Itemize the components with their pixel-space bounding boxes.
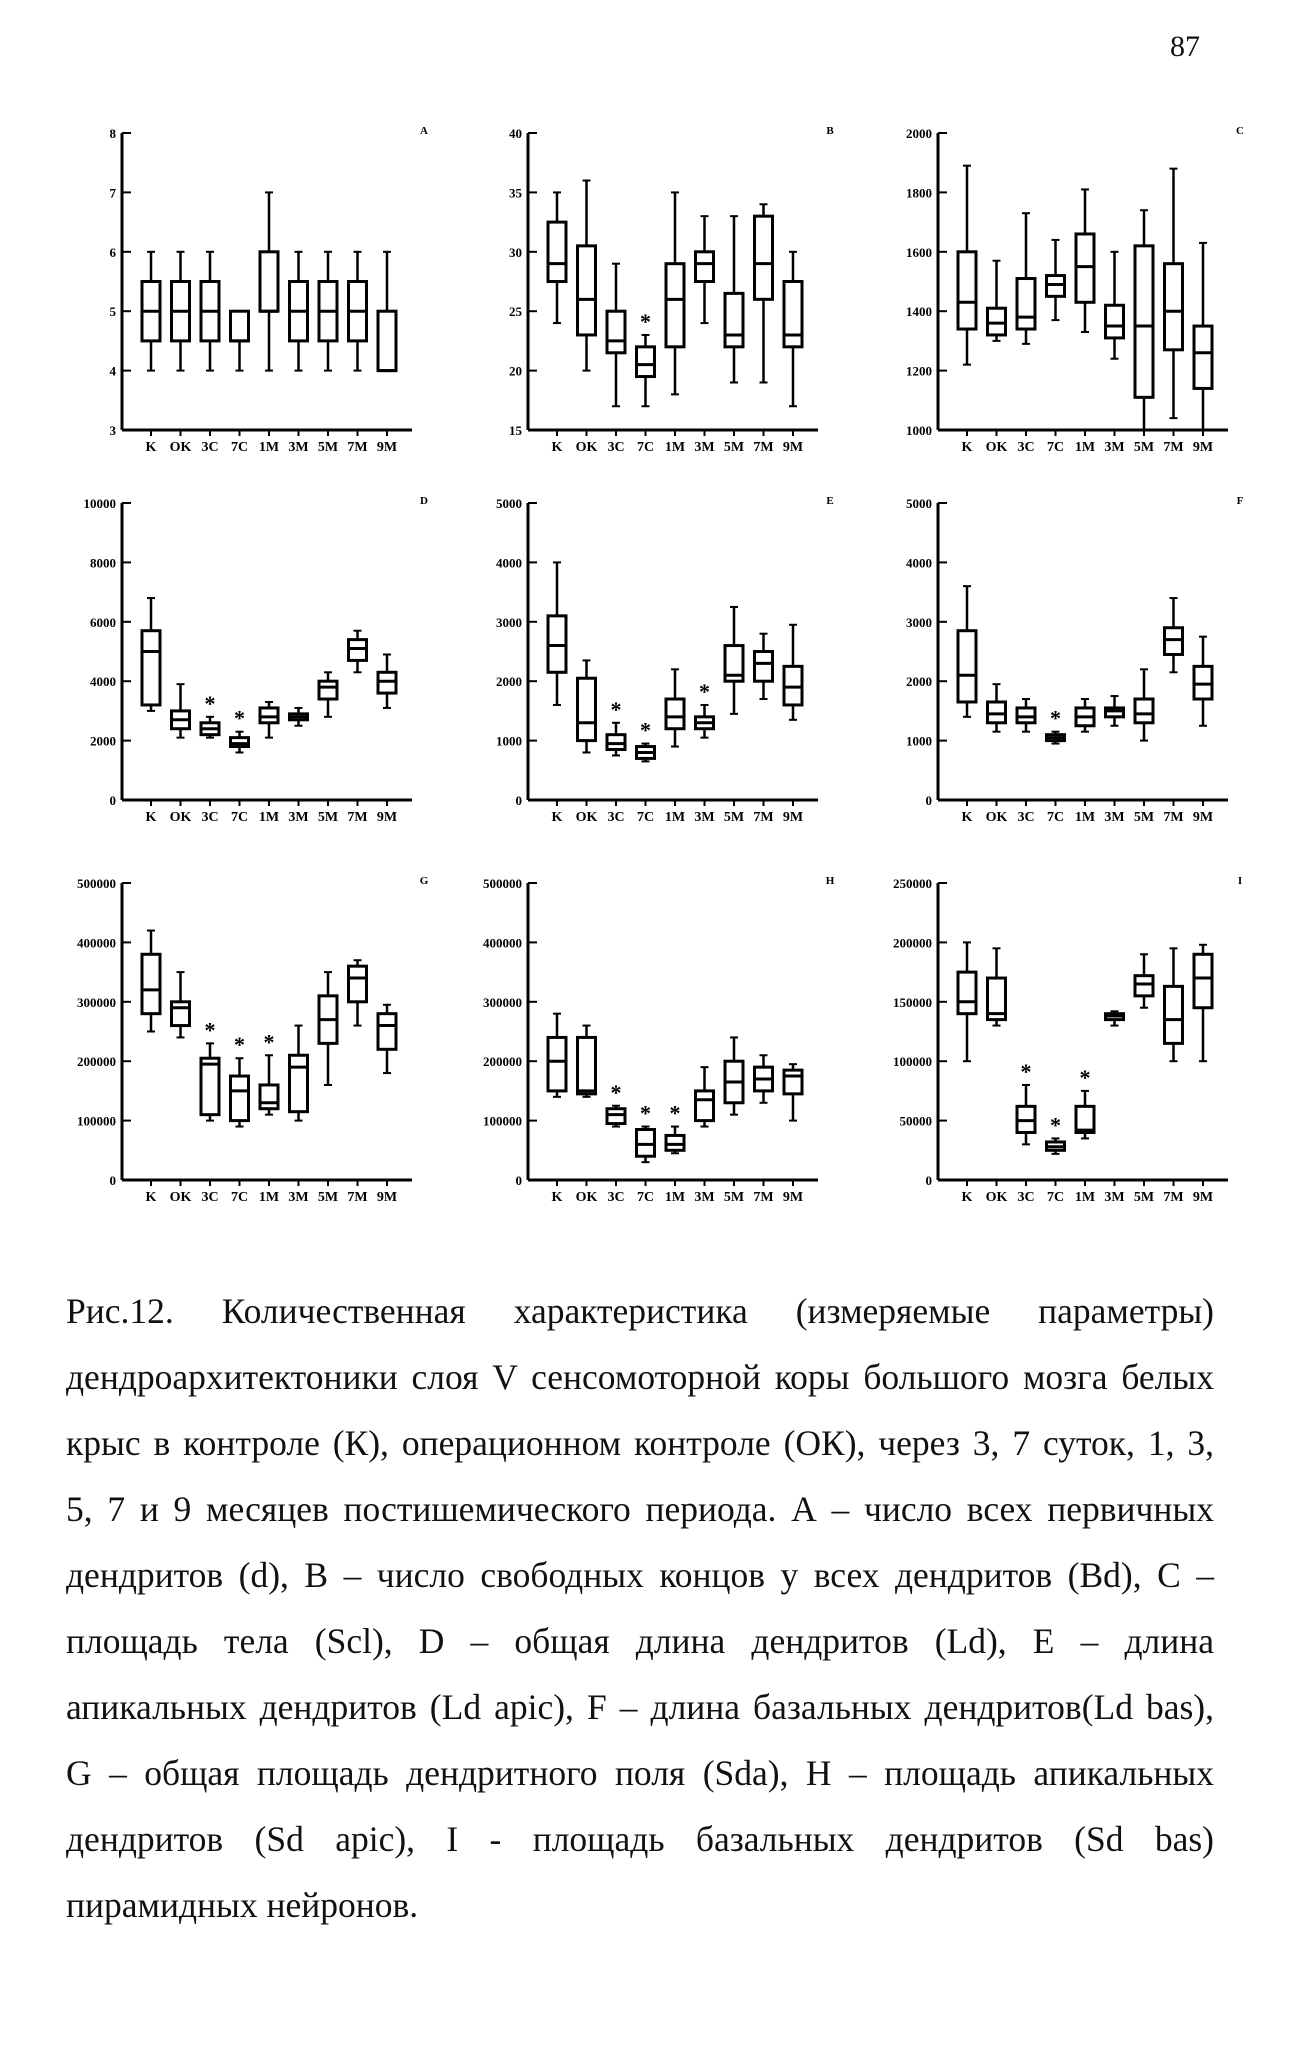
- x-tick-label: K: [551, 810, 563, 825]
- box: [1135, 246, 1153, 397]
- box: [1076, 1106, 1094, 1132]
- box: [784, 1070, 802, 1094]
- y-tick-label: 200000: [893, 935, 932, 951]
- y-tick-label: 15: [509, 423, 522, 438]
- x-tick-label: OK: [575, 1190, 598, 1205]
- y-tick-label: 6000: [90, 614, 116, 630]
- x-tick-label: 1M: [258, 810, 280, 825]
- x-tick-label: 9M: [376, 440, 398, 455]
- x-tick-label: OK: [575, 440, 598, 455]
- caption-line: дендроархитектоники слоя V сенсомоторной коры большого мозга белых: [66, 1357, 1214, 1397]
- box: [290, 1055, 308, 1111]
- x-tick-label: 9M: [782, 810, 804, 825]
- y-tick-label: 200000: [77, 1054, 116, 1070]
- x-tick-label: OK: [985, 810, 1008, 825]
- x-tick-label: 1M: [664, 810, 686, 825]
- box: [696, 1091, 714, 1121]
- x-tick-label: 7M: [753, 440, 774, 455]
- box: [1135, 699, 1153, 723]
- y-tick-label: 100000: [483, 1113, 522, 1129]
- x-tick-label: 9M: [782, 1190, 804, 1205]
- x-tick-label: 3C: [201, 440, 219, 455]
- x-tick-label: 7C: [230, 1190, 249, 1205]
- x-tick-label: 7C: [1046, 440, 1065, 455]
- x-tick-label: 5M: [317, 810, 339, 825]
- x-tick-label: 7C: [636, 440, 655, 455]
- figure-caption: [66, 1278, 1214, 1938]
- x-tick-label: K: [145, 1190, 157, 1205]
- x-tick-label: 5M: [1133, 440, 1155, 455]
- x-tick-label: K: [961, 1190, 973, 1205]
- y-tick-label: 3000: [906, 614, 932, 630]
- x-tick-label: 1M: [1074, 440, 1096, 455]
- y-tick-label: 300000: [483, 994, 522, 1010]
- x-tick-label: 3M: [288, 440, 309, 455]
- x-tick-label: 3C: [201, 1190, 219, 1205]
- significance-star: *: [699, 678, 710, 704]
- box: [958, 631, 976, 702]
- x-tick-label: 5M: [317, 440, 339, 455]
- y-tick-label: 1600: [906, 244, 932, 260]
- y-tick-label: 3000: [496, 614, 522, 630]
- y-tick-label: 1000: [906, 423, 932, 438]
- box: [958, 252, 976, 329]
- x-tick-label: 1M: [258, 1190, 280, 1205]
- caption-line: площадь тела (Scl), D – общая длина дендритов (Ld), Е – длина: [66, 1621, 1214, 1661]
- box: [319, 681, 337, 699]
- chart-panel-c: [906, 125, 1244, 455]
- x-tick-label: K: [551, 1190, 563, 1205]
- x-tick-label: OK: [985, 1190, 1008, 1205]
- panel-label: A: [420, 125, 428, 137]
- y-tick-label: 100000: [893, 1054, 932, 1070]
- x-tick-label: 1M: [664, 440, 686, 455]
- box: [637, 347, 655, 377]
- x-tick-label: 1M: [258, 440, 280, 455]
- x-tick-label: 3M: [694, 810, 715, 825]
- x-tick-label: 5M: [317, 1190, 339, 1205]
- significance-star: *: [234, 705, 245, 731]
- x-tick-label: 3M: [288, 810, 309, 825]
- x-tick-label: 3M: [694, 1190, 715, 1205]
- box: [755, 652, 773, 682]
- y-tick-label: 2000: [906, 126, 932, 141]
- y-tick-label: 5000: [906, 496, 932, 511]
- significance-star: *: [1020, 1058, 1032, 1084]
- box: [231, 1076, 249, 1121]
- significance-star: *: [1079, 1064, 1091, 1090]
- box: [1017, 279, 1035, 329]
- box: [172, 1002, 190, 1026]
- y-tick-label: 1000: [496, 733, 522, 749]
- significance-star: *: [669, 1100, 681, 1126]
- x-tick-label: 3C: [1017, 810, 1035, 825]
- x-tick-label: 3C: [607, 440, 625, 455]
- y-tick-label: 0: [925, 793, 932, 808]
- box: [578, 246, 596, 335]
- caption-line: 5, 7 и 9 месяцев постишемического периода. А – число всех первичных: [66, 1489, 1214, 1529]
- panel-label: D: [420, 495, 428, 507]
- y-tick-label: 200000: [483, 1054, 522, 1070]
- y-tick-label: 30: [509, 244, 522, 260]
- y-tick-label: 8000: [90, 555, 116, 571]
- x-tick-label: 1M: [664, 1190, 686, 1205]
- panel-label: C: [1236, 125, 1244, 137]
- box: [378, 311, 396, 370]
- box: [607, 311, 625, 353]
- box: [548, 1037, 566, 1090]
- x-tick-label: 3M: [1104, 1190, 1125, 1205]
- significance-star: *: [234, 1032, 245, 1058]
- significance-star: *: [610, 696, 622, 722]
- chart-panel-g: [77, 875, 429, 1205]
- y-tick-label: 400000: [77, 935, 116, 951]
- x-tick-label: 7M: [347, 1190, 368, 1205]
- page-number: 87: [1170, 30, 1200, 63]
- y-tick-label: 250000: [893, 876, 932, 891]
- box: [755, 216, 773, 299]
- significance-star: *: [640, 1100, 651, 1126]
- chart-panel-b: [509, 125, 834, 455]
- x-tick-label: 9M: [782, 440, 804, 455]
- box: [142, 631, 160, 705]
- x-tick-label: 9M: [1192, 810, 1214, 825]
- box: [1135, 976, 1153, 996]
- x-tick-label: K: [961, 440, 973, 455]
- x-tick-label: K: [551, 440, 563, 455]
- significance-star: *: [204, 1017, 216, 1043]
- box: [1165, 264, 1183, 350]
- caption-line: дендритов (d), В – число свободных концов у всех дендритов (Bd), С –: [66, 1555, 1214, 1595]
- y-tick-label: 500000: [77, 876, 116, 891]
- y-tick-label: 10000: [83, 496, 116, 511]
- caption-line: дендритов (Sd apic), I - площадь базальных дендритов (Sd bas): [66, 1819, 1214, 1859]
- x-tick-label: 7C: [230, 810, 249, 825]
- y-tick-label: 500000: [483, 876, 522, 891]
- x-tick-label: 7C: [230, 440, 249, 455]
- x-tick-label: OK: [985, 440, 1008, 455]
- y-tick-label: 40: [509, 126, 522, 141]
- significance-star: *: [640, 717, 651, 743]
- x-tick-label: 5M: [723, 1190, 745, 1205]
- box: [784, 282, 802, 347]
- x-tick-label: 9M: [1192, 1190, 1214, 1205]
- box: [666, 264, 684, 347]
- x-tick-label: 9M: [376, 810, 398, 825]
- caption-line: G – общая площадь дендритного поля (Sda), H – площадь апикальных: [66, 1753, 1214, 1793]
- x-tick-label: 3C: [201, 810, 219, 825]
- x-tick-label: K: [145, 440, 157, 455]
- box: [201, 1058, 219, 1114]
- x-tick-label: 5M: [723, 440, 745, 455]
- significance-star: *: [610, 1079, 622, 1105]
- chart-panel-f: [906, 495, 1244, 825]
- box: [958, 972, 976, 1014]
- y-tick-label: 2000: [496, 674, 522, 690]
- y-tick-label: 1200: [906, 363, 932, 379]
- box: [349, 966, 367, 1002]
- x-tick-label: 7C: [1046, 1190, 1065, 1205]
- x-tick-label: 7M: [347, 810, 368, 825]
- box: [725, 293, 743, 346]
- x-tick-label: 7C: [636, 1190, 655, 1205]
- x-tick-label: 3C: [1017, 1190, 1035, 1205]
- significance-star: *: [1050, 1112, 1061, 1138]
- y-tick-label: 4000: [90, 674, 116, 690]
- y-tick-label: 0: [109, 793, 116, 808]
- x-tick-label: 5M: [1133, 810, 1155, 825]
- y-tick-label: 5000: [496, 496, 522, 511]
- y-tick-label: 0: [515, 793, 522, 808]
- box: [1165, 986, 1183, 1043]
- y-tick-label: 35: [509, 185, 522, 201]
- x-tick-label: OK: [169, 810, 192, 825]
- y-tick-label: 7: [109, 185, 116, 201]
- box: [578, 1037, 596, 1093]
- box: [548, 222, 566, 281]
- x-tick-label: 1M: [1074, 810, 1096, 825]
- box: [696, 252, 714, 282]
- box: [666, 699, 684, 729]
- x-tick-label: OK: [169, 1190, 192, 1205]
- x-tick-label: 3C: [1017, 440, 1035, 455]
- chart-panel-a: [110, 125, 429, 455]
- y-tick-label: 2000: [90, 733, 116, 749]
- x-tick-label: 9M: [1192, 440, 1214, 455]
- caption-line: Рис.12. Количественная характеристика (измеряемые параметры): [66, 1291, 1214, 1331]
- significance-star: *: [204, 690, 216, 716]
- box: [260, 1085, 278, 1109]
- significance-star: *: [1050, 705, 1061, 731]
- y-tick-label: 1400: [906, 304, 932, 320]
- x-tick-label: 7M: [1163, 440, 1184, 455]
- chart-panel-e: [496, 495, 834, 825]
- y-tick-label: 0: [109, 1173, 116, 1188]
- y-tick-label: 25: [509, 304, 522, 320]
- box: [260, 252, 278, 311]
- box: [1106, 305, 1124, 338]
- y-tick-label: 400000: [483, 935, 522, 951]
- x-tick-label: 9M: [376, 1190, 398, 1205]
- y-tick-label: 2000: [906, 674, 932, 690]
- x-tick-label: OK: [169, 440, 192, 455]
- x-tick-label: 1M: [1074, 1190, 1096, 1205]
- x-tick-label: 5M: [723, 810, 745, 825]
- box: [1194, 326, 1212, 388]
- box: [578, 678, 596, 740]
- y-tick-label: 3: [109, 423, 116, 438]
- panel-label: I: [1237, 875, 1243, 887]
- x-tick-label: 7C: [1046, 810, 1065, 825]
- y-tick-label: 1800: [906, 185, 932, 201]
- panel-label: F: [1236, 495, 1244, 507]
- x-tick-label: K: [961, 810, 973, 825]
- caption-line: апикальных дендритов (Ld apic), F – длина базальных дендритов(Ld bas),: [66, 1687, 1214, 1727]
- x-tick-label: 3M: [1104, 440, 1125, 455]
- x-tick-label: 7M: [347, 440, 368, 455]
- chart-panel-h: [483, 875, 835, 1205]
- caption-line: крыс в контроле (К), операционном контроле (ОК), через 3, 7 суток, 1, 3,: [66, 1423, 1214, 1463]
- x-tick-label: 7M: [1163, 1190, 1184, 1205]
- box: [231, 311, 249, 341]
- box: [1194, 954, 1212, 1007]
- panel-label: B: [826, 125, 834, 137]
- panel-label: E: [826, 495, 834, 507]
- box: [142, 954, 160, 1013]
- y-tick-label: 300000: [77, 994, 116, 1010]
- x-tick-label: 3M: [1104, 810, 1125, 825]
- x-tick-label: 7M: [753, 810, 774, 825]
- y-tick-label: 0: [925, 1173, 932, 1188]
- significance-star: *: [640, 308, 651, 334]
- panel-label: H: [825, 875, 835, 887]
- x-tick-label: 7M: [1163, 810, 1184, 825]
- y-tick-label: 20: [509, 363, 522, 379]
- x-tick-label: 7M: [753, 1190, 774, 1205]
- x-tick-label: 3C: [607, 810, 625, 825]
- y-tick-label: 150000: [893, 994, 932, 1010]
- panel-label: G: [419, 875, 429, 887]
- x-tick-label: 3C: [607, 1190, 625, 1205]
- x-tick-label: 3M: [288, 1190, 309, 1205]
- y-tick-label: 50000: [899, 1113, 932, 1129]
- x-tick-label: 7C: [636, 810, 655, 825]
- significance-star: *: [263, 1029, 275, 1055]
- x-tick-label: 3M: [694, 440, 715, 455]
- x-tick-label: 5M: [1133, 1190, 1155, 1205]
- chart-panel-i: [893, 875, 1242, 1205]
- x-tick-label: K: [145, 810, 157, 825]
- y-tick-label: 4: [109, 363, 116, 379]
- chart-panel-d: [84, 495, 429, 825]
- y-tick-label: 4000: [496, 555, 522, 571]
- box: [378, 1014, 396, 1050]
- caption-line: пирамидных нейронов.: [66, 1885, 419, 1925]
- y-tick-label: 0: [515, 1173, 522, 1188]
- y-tick-label: 4000: [906, 555, 932, 571]
- x-tick-label: OK: [575, 810, 598, 825]
- y-tick-label: 100000: [77, 1113, 116, 1129]
- y-tick-label: 6: [109, 244, 116, 260]
- y-tick-label: 1000: [906, 733, 932, 749]
- y-tick-label: 5: [109, 304, 116, 320]
- y-tick-label: 8: [109, 126, 116, 141]
